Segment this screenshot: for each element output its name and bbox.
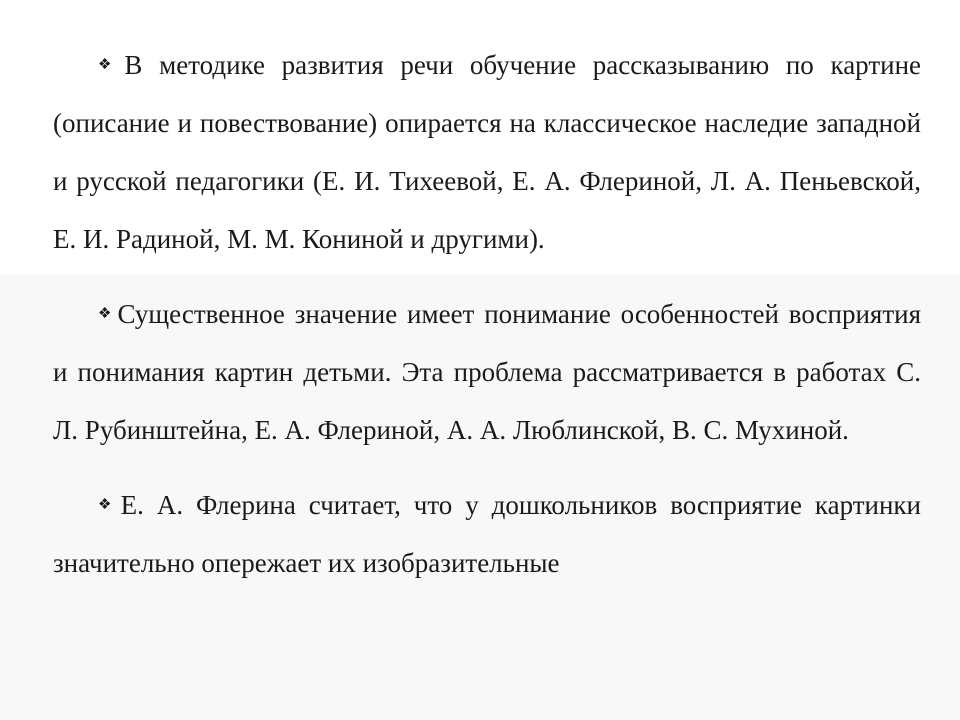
- paragraph-text: Е. А. Флерина считает, что у дошкольников восприятие картинки значительно опережает их изобразительные: [53, 490, 921, 578]
- paragraph-perception: [53, 285, 921, 459]
- paragraph-text: Существенное значение имеет понимание особенностей восприятия и понимания картин детьми. Эта проблема рассматривается в работах С. Л. Рубинштейна, Е. А. Флериной, А. А. Люблинской, В. С. Мухиной.: [53, 299, 921, 445]
- diamond-bullet-icon: ❖: [98, 497, 118, 513]
- paragraph-methodology: [53, 36, 921, 268]
- paragraph-flerina: [53, 476, 921, 592]
- diamond-bullet-icon: ❖: [98, 306, 115, 322]
- paragraph-text: В методике развития речи обучение рассказыванию по картине (описание и повествование) опирается на классическое наследие западной и русской педагогики (Е. И. Тихеевой, Е. А. Флериной, Л. А. Пеньевской, Е. И. Радиной, М. М. Кониной и другими).: [53, 50, 922, 254]
- diamond-bullet-icon: ❖: [98, 57, 122, 73]
- slide-text-body: [53, 36, 921, 592]
